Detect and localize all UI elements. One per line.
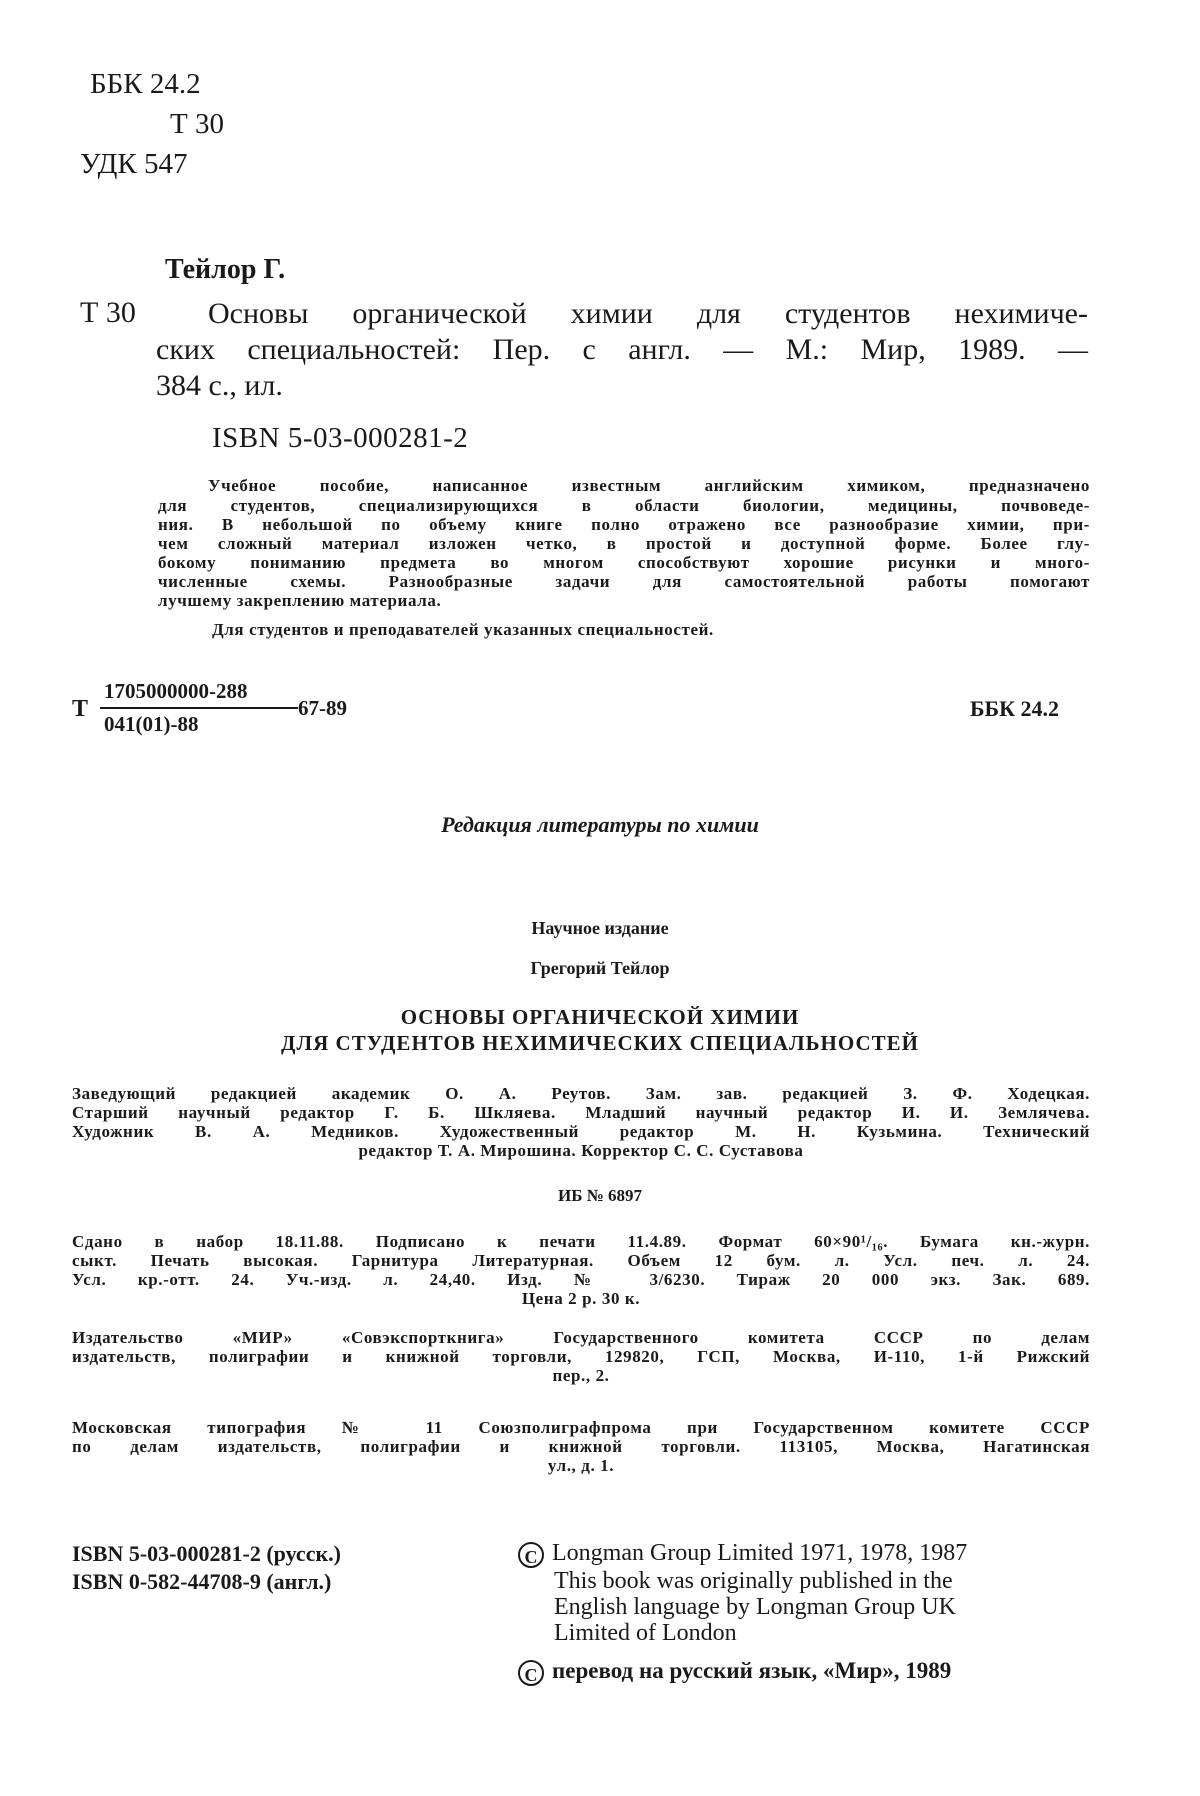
copyright-line: This book was originally published in the [554, 1568, 953, 1594]
title-line: ских специальностей: Пер. с англ. — М.: Мир, 1989. — [156, 333, 1088, 366]
isbn-list [72, 1540, 341, 1596]
author-full: Грегорий Тейлор [530, 958, 670, 978]
printer-info [72, 1418, 1090, 1475]
printer-line: ул., д. 1. [547, 1456, 615, 1475]
publisher-info [72, 1328, 1090, 1385]
copyright-icon: C [518, 1660, 544, 1686]
isbn-main: ISBN 5-03-000281-2 [212, 422, 469, 454]
ib-number: ИБ № 6897 [557, 1186, 643, 1205]
title-caps [150, 1004, 1050, 1056]
staff-line: Художник В. А. Медников. Художественный редактор М. Н. Кузьмина. Технический [72, 1122, 1090, 1141]
book-title-cont [156, 332, 1088, 368]
catalog-mark: Т 30 [80, 296, 136, 329]
copyright-english [518, 1540, 1098, 1646]
annotation-first [208, 476, 1090, 495]
author-mark: Т 30 [170, 108, 224, 140]
annotation-line: ния. В небольшой по объему книге полно отражено все разнообразие химии, при- [158, 515, 1090, 534]
annotation-line: численные схемы. Разнообразные задачи для самостоятельной работы помогают [158, 572, 1090, 591]
annotation-body [158, 496, 1090, 610]
annotation-audience: Для студентов и преподавателей указанных специальностей. [212, 620, 714, 639]
editorial-office: Редакция литературы по химии [441, 812, 759, 837]
code-suffix: 67-89 [298, 696, 347, 720]
isbn-entry: ISBN 5-03-000281-2 (русск.) [72, 1541, 341, 1566]
publisher-line: издательств, полиграфии и книжной торговли, 129820, ГСП, Москва, И-110, 1-й Рижский [72, 1347, 1090, 1366]
publisher-line: Издательство «МИР» «Совэкспорткнига» Государственного комитета СССР по делам [72, 1328, 1090, 1347]
copyright-line [518, 1540, 1098, 1568]
price: Цена 2 р. 30 к. [521, 1289, 641, 1308]
annotation-line: Учебное пособие, написанное известным английским химиком, предназначено [208, 476, 1090, 495]
code-letter: Т [72, 696, 89, 722]
fraction-line [100, 707, 298, 709]
code-numerator: 1705000000-288 [104, 679, 248, 703]
copyright-line: English language by Longman Group UK [554, 1594, 956, 1620]
bbk-classification: ББК 24.2 [90, 68, 201, 100]
bbk-right: ББК 24.2 [970, 696, 1060, 721]
edition-type: Научное издание [531, 918, 669, 938]
copyright-icon: C [518, 1542, 544, 1568]
print-spec-line: Сдано в набор 18.11.88. Подписано к печати 11.4.89. Формат 60×90¹/₁₆. Бумага кн.-журн. [72, 1232, 1090, 1251]
staff-line: Заведующий редакцией академик О. А. Реутов. Зам. зав. редакцией З. Ф. Ходецкая. [72, 1084, 1090, 1103]
print-specs [72, 1232, 1090, 1308]
print-spec-line: Усл. кр.-отт. 24. Уч.-изд. л. 24,40. Изд. № 3/6230. Тираж 20 000 экз. Зак. 689. [72, 1270, 1090, 1289]
print-spec-line: сыкт. Печать высокая. Гарнитура Литературная. Объем 12 бум. л. Усл. печ. л. 24. [72, 1251, 1090, 1270]
copyright-russian [518, 1658, 951, 1686]
title-line: 384 с., ил. [156, 369, 283, 402]
annotation-line: чем сложный материал изложен четко, в простой и доступной форме. Более глу- [158, 534, 1090, 553]
author-heading: Тейлор Г. [165, 254, 286, 285]
printer-line: по делам издательств, полиграфии и книжной торговли. 113105, Москва, Нагатинская [72, 1437, 1090, 1456]
annotation-line: для студентов, специализирующихся в области биологии, медицины, почвоведе- [158, 496, 1090, 515]
annotation-line: бокому пониманию предмета во многом способствуют хорошие рисунки и много- [158, 553, 1090, 572]
title-caps-line: ОСНОВЫ ОРГАНИЧЕСКОЙ ХИМИИ [400, 1005, 800, 1029]
udk-classification: УДК 547 [80, 148, 188, 180]
staff-line: Старший научный редактор Г. Б. Шкляева. Младший научный редактор И. И. Землячева. [72, 1103, 1090, 1122]
copyright-text: Longman Group Limited 1971, 1978, 1987 [552, 1540, 968, 1566]
publisher-line: пер., 2. [552, 1366, 610, 1385]
printer-line: Московская типография № 11 Союзполиграфпрома при Государственном комитете СССР [72, 1418, 1090, 1437]
staff-line: редактор Т. А. Мирошина. Корректор С. С. Суставова [358, 1141, 804, 1160]
copyright-line: Limited of London [554, 1620, 737, 1646]
title-caps-line: ДЛЯ СТУДЕНТОВ НЕХИМИЧЕСКИХ СПЕЦИАЛЬНОСТЕЙ [281, 1031, 919, 1055]
isbn-entry: ISBN 0-582-44708-9 (англ.) [72, 1569, 332, 1594]
annotation-line: лучшему закреплению материала. [158, 591, 442, 610]
copyright-russian-text: перевод на русский язык, «Мир», 1989 [552, 1658, 952, 1683]
book-title [208, 296, 1088, 332]
code-denominator: 041(01)-88 [104, 712, 199, 736]
staff-credits [72, 1084, 1090, 1160]
title-line: Основы органической химии для студентов нехимиче- [208, 297, 1088, 330]
